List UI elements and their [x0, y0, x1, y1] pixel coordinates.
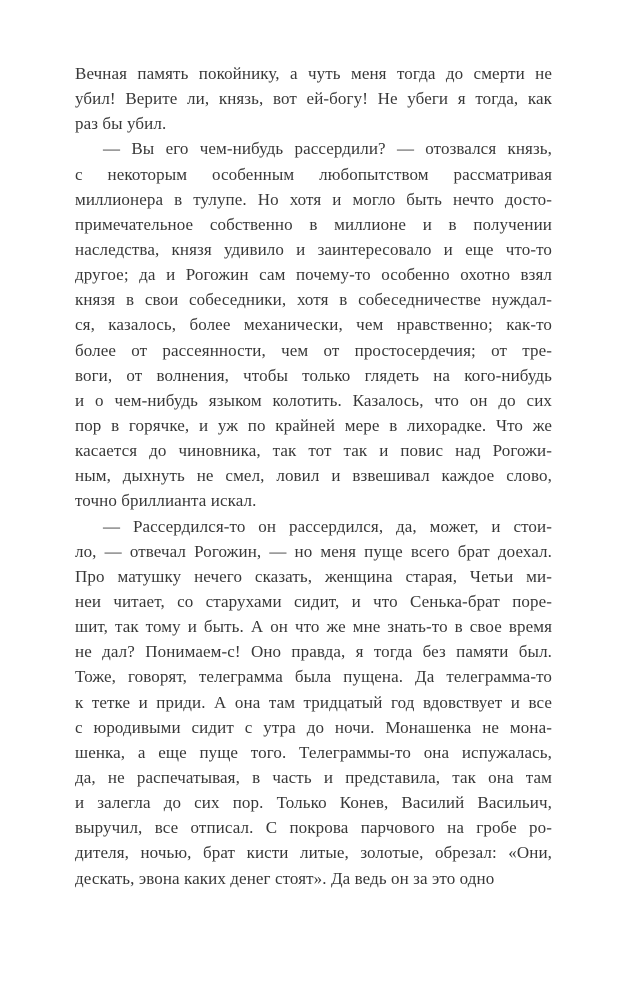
- text-block: [75, 61, 552, 891]
- text-line: Тоже, говорят, телеграмма была пущена. Да телеграмма-то: [75, 667, 552, 687]
- paragraph: [75, 514, 552, 891]
- text-line: более от рассеянности, чем от простосердечия; от тре-: [75, 340, 552, 360]
- text-line: князя в свои собеседники, хотя в собеседничестве нуждал-: [75, 290, 552, 310]
- text-line: и о чем-нибудь языком колотить. Казалось, что он до сих: [75, 390, 552, 410]
- text-line: Про матушку нечего сказать, женщина старая, Четьи ми-: [75, 566, 552, 586]
- text-line: да, не распечатывая, в часть и представила, так она там: [75, 767, 552, 787]
- paragraph: [75, 136, 552, 513]
- text-line: шит, так тому и быть. А он что же мне знать-то в свое время: [75, 617, 552, 637]
- text-line: к тетке и приди. А она там тридцатый год вдовствует и все: [75, 692, 552, 712]
- text-line: раз бы убил.: [75, 114, 167, 134]
- paragraph: [75, 61, 552, 136]
- text-line: другое; да и Рогожин сам почему-то особенно охотно взял: [75, 265, 552, 285]
- text-line: воги, от волнения, чтобы только глядеть на кого-нибудь: [75, 365, 552, 385]
- text-line: неи читает, со старухами сидит, и что Сенька-брат поре-: [75, 591, 552, 611]
- text-line: и залегла до сих пор. Только Конев, Василий Васильич,: [75, 793, 552, 813]
- text-line: — Рассердился-то он рассердился, да, может, и стои-: [103, 516, 552, 536]
- text-line: примечательное собственно в миллионе и в получении: [75, 214, 552, 234]
- text-line: дителя, ночью, брат кисти литые, золотые, обрезал: «Они,: [75, 843, 552, 863]
- text-line: миллионера в тулупе. Но хотя и могло быть нечто досто-: [75, 189, 552, 209]
- text-line: не дал? Понимаем-с! Оно правда, я тогда без памяти был.: [75, 642, 552, 662]
- text-line: шенка, а еще пуще того. Телеграммы-то она испужалась,: [75, 742, 552, 762]
- text-line: пор в горячке, и уж по крайней мере в лихорадке. Что же: [75, 415, 552, 435]
- text-line: ся, казалось, более механически, чем нравственно; как-то: [75, 315, 552, 335]
- text-line: касается до чиновника, так тот так и повис над Рогожи-: [75, 441, 552, 461]
- text-line: с юродивыми сидит с утра до ночи. Монашенка не мона-: [75, 717, 552, 737]
- text-line: ным, дыхнуть не смел, ловил и взвешивал каждое слово,: [75, 466, 552, 486]
- text-line: дескать, эвона каких денег стоят». Да ведь он за это одно: [75, 868, 495, 888]
- text-line: убил! Верите ли, князь, вот ей-богу! Не убеги я тогда, как: [75, 89, 552, 109]
- text-line: ло, — отвечал Рогожин, — но меня пуще всего брат доехал.: [75, 541, 552, 561]
- text-line: с некоторым особенным любопытством рассматривая: [75, 164, 552, 184]
- text-line: — Вы его чем-нибудь рассердили? — отозвался князь,: [103, 139, 552, 159]
- text-line: точно бриллианта искал.: [75, 491, 257, 511]
- text-line: наследства, князя удивило и заинтересовало и еще что-то: [75, 239, 552, 259]
- text-line: выручил, все отписал. С покрова парчового на гробе ро-: [75, 818, 552, 838]
- text-line: Вечная память покойнику, а чуть меня тогда до смерти не: [75, 64, 552, 83]
